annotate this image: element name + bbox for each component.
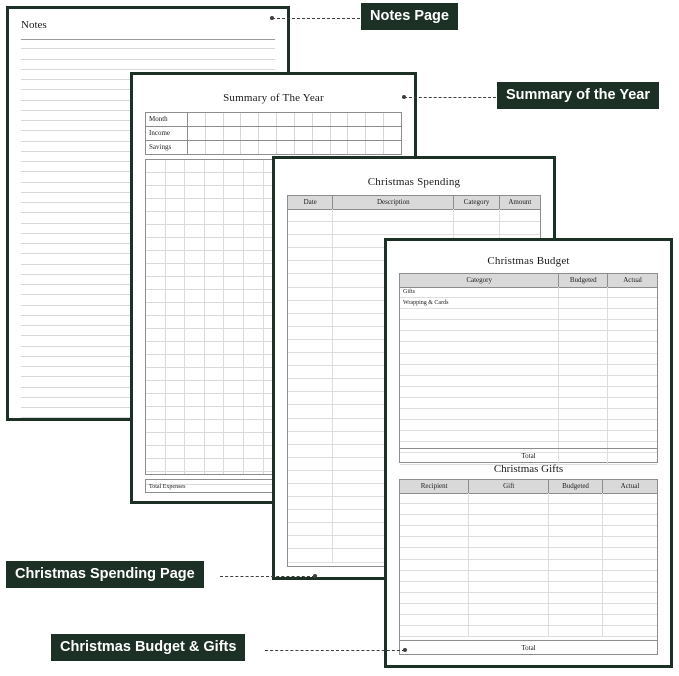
table-cell[interactable] bbox=[603, 593, 657, 603]
table-row[interactable] bbox=[400, 387, 657, 398]
table-cell[interactable] bbox=[559, 287, 608, 297]
summary-row bbox=[146, 113, 401, 127]
leader-line-spending bbox=[220, 576, 315, 577]
table-cell[interactable] bbox=[288, 458, 333, 470]
table-cell[interactable] bbox=[288, 327, 333, 339]
table-cell[interactable] bbox=[549, 560, 603, 570]
table-row[interactable] bbox=[400, 604, 657, 615]
table-cell[interactable] bbox=[549, 593, 603, 603]
table-cell[interactable] bbox=[288, 523, 333, 535]
table-cell[interactable] bbox=[288, 235, 333, 247]
spending-page-title: Christmas Spending bbox=[367, 176, 461, 188]
callout-christmas-budget-and-gifts: Christmas Budget & Gifts bbox=[51, 634, 245, 661]
summary-cell[interactable] bbox=[313, 127, 331, 140]
table-cell[interactable] bbox=[608, 287, 657, 297]
table-row[interactable] bbox=[400, 548, 657, 559]
table-cell[interactable] bbox=[400, 515, 469, 525]
summary-cell[interactable] bbox=[331, 141, 349, 154]
table-cell[interactable] bbox=[400, 537, 469, 547]
summary-cell[interactable] bbox=[277, 127, 295, 140]
summary-cell[interactable] bbox=[384, 113, 401, 126]
gifts-table-header bbox=[400, 480, 657, 494]
leader-dot-budget bbox=[403, 648, 407, 652]
summary-cell[interactable] bbox=[206, 141, 224, 154]
table-cell[interactable] bbox=[400, 431, 559, 441]
table-cell[interactable] bbox=[603, 526, 657, 536]
table-cell[interactable] bbox=[549, 504, 603, 514]
summary-cell[interactable] bbox=[331, 113, 349, 126]
table-cell[interactable] bbox=[469, 582, 549, 592]
table-row[interactable] bbox=[400, 342, 657, 353]
budget-total-row: Total bbox=[400, 448, 657, 462]
table-cell[interactable] bbox=[559, 309, 608, 319]
table-cell[interactable] bbox=[400, 593, 469, 603]
table-cell[interactable] bbox=[400, 320, 559, 330]
leader-line-summary bbox=[404, 97, 496, 98]
table-row[interactable] bbox=[400, 526, 657, 537]
table-cell[interactable] bbox=[400, 354, 559, 364]
table-cell[interactable] bbox=[469, 515, 549, 525]
table-cell[interactable] bbox=[603, 537, 657, 547]
summary-cell[interactable] bbox=[188, 141, 206, 154]
table-row[interactable] bbox=[400, 320, 657, 331]
column-header-description: Description bbox=[333, 196, 454, 209]
table-cell[interactable] bbox=[608, 420, 657, 430]
table-cell[interactable] bbox=[559, 409, 608, 419]
summary-header-table bbox=[145, 112, 402, 155]
table-cell[interactable] bbox=[549, 526, 603, 536]
table-cell[interactable] bbox=[469, 571, 549, 581]
table-cell[interactable] bbox=[500, 222, 540, 234]
summary-cell[interactable] bbox=[366, 127, 384, 140]
table-row[interactable] bbox=[288, 222, 540, 235]
table-cell[interactable] bbox=[500, 209, 540, 221]
table-cell[interactable] bbox=[288, 340, 333, 352]
summary-cell[interactable] bbox=[259, 141, 277, 154]
table-cell[interactable] bbox=[469, 504, 549, 514]
table-cell[interactable] bbox=[400, 626, 469, 636]
table-cell[interactable] bbox=[608, 398, 657, 408]
summary-cell[interactable] bbox=[224, 113, 242, 126]
summary-row-label: Savings bbox=[146, 141, 188, 154]
table-cell[interactable] bbox=[469, 526, 549, 536]
table-cell[interactable] bbox=[288, 248, 333, 260]
summary-cell[interactable] bbox=[277, 141, 295, 154]
table-row[interactable] bbox=[400, 398, 657, 409]
summary-cell[interactable] bbox=[295, 113, 313, 126]
table-row[interactable] bbox=[400, 365, 657, 376]
christmas-gifts-table bbox=[399, 479, 658, 655]
table-cell[interactable] bbox=[288, 510, 333, 522]
table-row[interactable] bbox=[400, 420, 657, 431]
table-cell[interactable] bbox=[603, 571, 657, 581]
table-row[interactable] bbox=[400, 354, 657, 365]
table-cell[interactable] bbox=[603, 615, 657, 625]
table-cell[interactable] bbox=[333, 222, 454, 234]
table-cell[interactable] bbox=[400, 504, 469, 514]
table-cell[interactable] bbox=[608, 409, 657, 419]
table-row[interactable] bbox=[400, 331, 657, 342]
summary-cell[interactable] bbox=[259, 127, 277, 140]
table-cell[interactable] bbox=[603, 515, 657, 525]
table-cell[interactable] bbox=[288, 274, 333, 286]
table-cell[interactable] bbox=[288, 288, 333, 300]
table-cell[interactable] bbox=[559, 365, 608, 375]
table-cell[interactable] bbox=[549, 615, 603, 625]
table-row[interactable] bbox=[400, 560, 657, 571]
table-cell[interactable] bbox=[288, 209, 333, 221]
table-cell[interactable] bbox=[469, 615, 549, 625]
leader-line-notes bbox=[272, 18, 360, 19]
table-cell[interactable] bbox=[400, 331, 559, 341]
table-cell[interactable] bbox=[400, 420, 559, 430]
table-cell[interactable] bbox=[400, 365, 559, 375]
budget-page-title: Christmas Budget bbox=[487, 255, 570, 267]
table-cell[interactable]: Gifts bbox=[400, 287, 559, 297]
table-cell[interactable] bbox=[400, 342, 559, 352]
table-cell[interactable] bbox=[559, 342, 608, 352]
table-cell[interactable] bbox=[469, 537, 549, 547]
notes-line[interactable] bbox=[21, 60, 275, 70]
table-cell[interactable] bbox=[469, 548, 549, 558]
summary-cell[interactable] bbox=[384, 127, 401, 140]
table-cell[interactable] bbox=[559, 398, 608, 408]
column-header-budgeted: Budgeted bbox=[559, 274, 608, 287]
table-cell[interactable] bbox=[288, 432, 333, 444]
table-cell[interactable] bbox=[603, 582, 657, 592]
table-row[interactable] bbox=[400, 431, 657, 442]
table-cell[interactable] bbox=[559, 431, 608, 441]
table-cell[interactable] bbox=[400, 526, 469, 536]
summary-page-title: Summary of The Year bbox=[223, 92, 324, 104]
table-cell[interactable] bbox=[288, 301, 333, 313]
table-cell[interactable] bbox=[400, 560, 469, 570]
table-cell[interactable] bbox=[549, 537, 603, 547]
table-cell[interactable] bbox=[469, 560, 549, 570]
summary-cell[interactable] bbox=[348, 127, 366, 140]
table-cell[interactable] bbox=[549, 626, 603, 636]
column-header-amount: Amount bbox=[508, 198, 532, 206]
table-cell[interactable] bbox=[469, 593, 549, 603]
leader-dot-spending bbox=[313, 574, 317, 578]
table-cell[interactable] bbox=[400, 615, 469, 625]
callout-summary-of-the-year: Summary of the Year bbox=[497, 82, 659, 109]
table-cell[interactable] bbox=[469, 626, 549, 636]
table-cell[interactable] bbox=[608, 320, 657, 330]
table-cell[interactable] bbox=[400, 387, 559, 397]
table-cell[interactable] bbox=[333, 209, 454, 221]
table-cell[interactable] bbox=[288, 405, 333, 417]
table-row[interactable] bbox=[400, 515, 657, 526]
table-cell[interactable] bbox=[288, 222, 333, 234]
column-header-recipient: Recipient bbox=[400, 480, 469, 493]
table-cell[interactable] bbox=[549, 604, 603, 614]
table-cell[interactable] bbox=[288, 471, 333, 483]
table-cell[interactable] bbox=[288, 261, 333, 273]
callout-christmas-spending-page: Christmas Spending Page bbox=[6, 561, 204, 588]
table-cell[interactable] bbox=[288, 445, 333, 457]
table-cell[interactable] bbox=[559, 376, 608, 386]
summary-cell[interactable] bbox=[241, 127, 259, 140]
table-cell[interactable] bbox=[608, 376, 657, 386]
table-cell[interactable] bbox=[288, 379, 333, 391]
table-cell[interactable] bbox=[608, 431, 657, 441]
table-cell[interactable] bbox=[603, 604, 657, 614]
budget-table-body bbox=[400, 287, 657, 448]
table-row[interactable] bbox=[400, 504, 657, 515]
christmas-budget-and-gifts-page[interactable] bbox=[384, 238, 673, 668]
table-cell[interactable] bbox=[603, 626, 657, 636]
column-header-category: Category bbox=[400, 274, 559, 287]
table-cell[interactable] bbox=[549, 571, 603, 581]
table-cell[interactable] bbox=[288, 366, 333, 378]
gifts-total-row: Total bbox=[400, 640, 657, 654]
summary-total-expenses: Total Expenses bbox=[145, 479, 402, 493]
summary-cell[interactable] bbox=[348, 113, 366, 126]
table-cell[interactable] bbox=[288, 536, 333, 548]
table-cell[interactable]: Wrapping & Cards bbox=[400, 298, 559, 308]
summary-cell[interactable] bbox=[241, 141, 259, 154]
table-cell[interactable] bbox=[400, 548, 469, 558]
table-row[interactable] bbox=[400, 298, 657, 309]
table-cell[interactable] bbox=[559, 354, 608, 364]
summary-row-label: Income bbox=[146, 127, 188, 140]
summary-cell[interactable] bbox=[277, 113, 295, 126]
summary-cell[interactable] bbox=[206, 113, 224, 126]
table-cell[interactable] bbox=[400, 376, 559, 386]
summary-cell[interactable] bbox=[188, 127, 206, 140]
column-header-gift: Gift bbox=[469, 480, 549, 493]
table-cell[interactable] bbox=[288, 353, 333, 365]
leader-dot-summary bbox=[402, 95, 406, 99]
table-cell[interactable] bbox=[608, 365, 657, 375]
notes-page-label: Notes bbox=[21, 19, 47, 31]
spending-table-header bbox=[288, 196, 540, 210]
table-cell[interactable] bbox=[454, 209, 499, 221]
table-cell[interactable] bbox=[400, 398, 559, 408]
table-row[interactable] bbox=[400, 287, 657, 298]
gifts-table-body bbox=[400, 493, 657, 640]
table-cell[interactable] bbox=[608, 354, 657, 364]
leader-dot-notes bbox=[270, 16, 274, 20]
summary-cell[interactable] bbox=[366, 141, 384, 154]
summary-row-label: Month bbox=[146, 113, 188, 126]
summary-cell[interactable] bbox=[206, 127, 224, 140]
summary-cell[interactable] bbox=[259, 113, 277, 126]
table-cell[interactable] bbox=[559, 331, 608, 341]
table-cell[interactable] bbox=[400, 409, 559, 419]
summary-row-cells bbox=[188, 127, 401, 140]
table-cell[interactable] bbox=[469, 493, 549, 503]
table-cell[interactable] bbox=[549, 548, 603, 558]
notes-line[interactable] bbox=[21, 39, 275, 49]
column-header-category: Category bbox=[454, 196, 499, 209]
summary-row bbox=[146, 127, 401, 141]
table-cell[interactable] bbox=[559, 320, 608, 330]
table-cell[interactable] bbox=[400, 571, 469, 581]
table-cell[interactable] bbox=[400, 582, 469, 592]
table-cell[interactable] bbox=[608, 387, 657, 397]
christmas-budget-table bbox=[399, 273, 658, 463]
table-cell[interactable] bbox=[288, 549, 333, 561]
table-cell[interactable] bbox=[559, 298, 608, 308]
column-header-budgeted: Budgeted bbox=[549, 480, 603, 493]
summary-cell[interactable] bbox=[331, 127, 349, 140]
table-cell[interactable] bbox=[603, 548, 657, 558]
table-cell[interactable] bbox=[559, 387, 608, 397]
table-row[interactable] bbox=[400, 571, 657, 582]
table-cell[interactable] bbox=[603, 504, 657, 514]
summary-cell[interactable] bbox=[224, 127, 242, 140]
summary-row-cells bbox=[188, 141, 401, 154]
summary-row-cells bbox=[188, 113, 401, 126]
table-cell[interactable] bbox=[288, 392, 333, 404]
table-cell[interactable] bbox=[549, 515, 603, 525]
summary-row bbox=[146, 141, 401, 155]
table-cell[interactable] bbox=[608, 309, 657, 319]
table-cell[interactable] bbox=[549, 582, 603, 592]
summary-cell[interactable] bbox=[295, 127, 313, 140]
column-header-date: Date bbox=[288, 196, 333, 209]
table-row[interactable] bbox=[400, 309, 657, 320]
table-cell[interactable] bbox=[288, 314, 333, 326]
summary-cell[interactable] bbox=[348, 141, 366, 154]
table-cell[interactable] bbox=[288, 497, 333, 509]
summary-cell[interactable] bbox=[295, 141, 313, 154]
budget-table-header bbox=[400, 274, 657, 288]
table-row[interactable] bbox=[400, 409, 657, 420]
table-cell[interactable] bbox=[559, 420, 608, 430]
table-row[interactable] bbox=[400, 537, 657, 548]
table-row[interactable] bbox=[400, 582, 657, 593]
summary-cell[interactable] bbox=[313, 113, 331, 126]
summary-cell[interactable] bbox=[224, 141, 242, 154]
christmas-gifts-title: Christmas Gifts bbox=[493, 463, 564, 475]
table-cell[interactable] bbox=[454, 222, 499, 234]
table-row[interactable] bbox=[400, 493, 657, 504]
table-cell[interactable] bbox=[288, 484, 333, 496]
table-row[interactable] bbox=[400, 376, 657, 387]
summary-cell[interactable] bbox=[188, 113, 206, 126]
table-cell[interactable] bbox=[603, 560, 657, 570]
summary-cell[interactable] bbox=[313, 141, 331, 154]
summary-cell[interactable] bbox=[384, 141, 401, 154]
table-cell[interactable] bbox=[400, 493, 469, 503]
summary-cell[interactable] bbox=[366, 113, 384, 126]
table-row[interactable] bbox=[288, 209, 540, 222]
summary-cell[interactable] bbox=[241, 113, 259, 126]
callout-notes-page: Notes Page bbox=[361, 3, 458, 30]
table-cell[interactable] bbox=[608, 298, 657, 308]
table-cell[interactable] bbox=[608, 342, 657, 352]
table-cell[interactable] bbox=[549, 493, 603, 503]
column-header-actual: Actual bbox=[620, 482, 640, 490]
table-row[interactable] bbox=[400, 593, 657, 604]
table-cell[interactable] bbox=[603, 493, 657, 503]
leader-line-budget bbox=[265, 650, 405, 651]
table-cell[interactable] bbox=[288, 419, 333, 431]
column-header-actual: Actual bbox=[623, 276, 642, 284]
table-cell[interactable] bbox=[469, 604, 549, 614]
notes-line[interactable] bbox=[21, 49, 275, 59]
table-cell[interactable] bbox=[400, 604, 469, 614]
table-cell[interactable] bbox=[608, 331, 657, 341]
table-cell[interactable] bbox=[400, 309, 559, 319]
table-row[interactable] bbox=[400, 626, 657, 637]
table-row[interactable] bbox=[400, 615, 657, 626]
